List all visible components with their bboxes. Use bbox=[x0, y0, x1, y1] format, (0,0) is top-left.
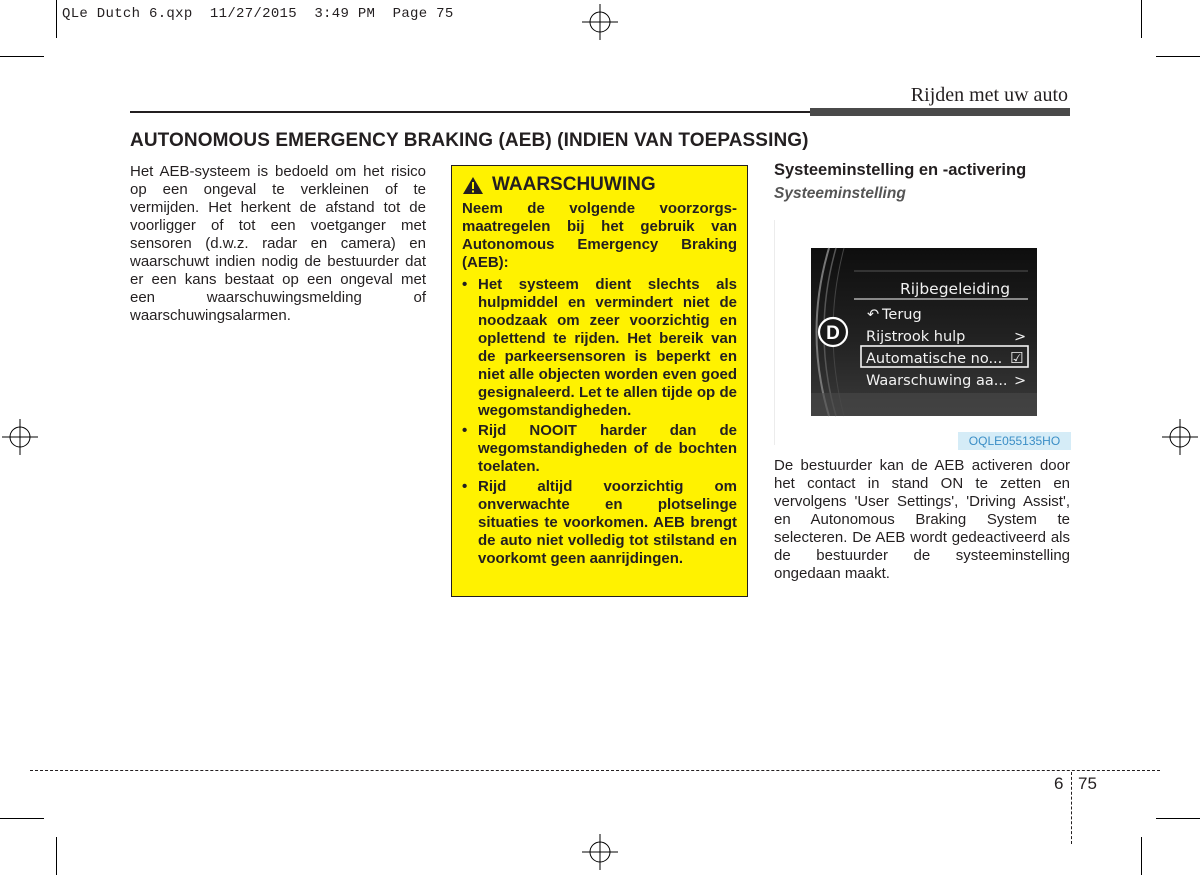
registration-mark-top bbox=[582, 4, 618, 40]
crop-mark bbox=[1141, 837, 1142, 875]
warning-title: WAARSCHUWING bbox=[492, 174, 656, 195]
warning-item-text: Het systeem dient slechts als hulpmiddel en vermindert niet de noodzaak om zeer voorzichtig en oplettend te rijden. Het bereik van de parkeersensoren is beperkt en niet alle objecten worden even goed gesignaleerd. Let te allen tijde op de wegomstandigheden. bbox=[478, 276, 737, 419]
menu-item-label: Waarschuwing aa... bbox=[866, 373, 1008, 389]
header-rule-thick bbox=[810, 108, 1070, 116]
settings-heading: Systeeminstelling en -activering bbox=[774, 161, 1027, 179]
warning-intro: Neem de volgende voorzorgs-maatregelen bij het gebruik van Autonomous Emergency Braking (AEB): bbox=[462, 200, 737, 271]
settings-paragraph: De bestuurder kan de AEB activeren door het contact in stand ON te zetten en vervolgens 'User Settings', 'Driving Assist', en Autonomous Braking System te selecteren. De AEB wordt gedeactiveerd als de bestuurder de systeeminstelling ongedaan maakt. bbox=[774, 457, 1070, 582]
running-head: Rijden met uw auto bbox=[910, 84, 1068, 106]
gear-indicator: D bbox=[826, 323, 840, 344]
crop-mark bbox=[1141, 0, 1142, 38]
page-number-separator bbox=[1071, 772, 1072, 844]
crop-mark bbox=[56, 837, 57, 875]
crop-mark bbox=[0, 56, 44, 57]
settings-subheading: Systeeminstelling bbox=[774, 185, 906, 202]
crop-mark bbox=[1156, 818, 1200, 819]
bullet-icon: • bbox=[462, 276, 468, 293]
figure-code: OQLE055135HO bbox=[958, 432, 1071, 450]
printer-slug: QLe Dutch 6.qxp 11/27/2015 3:49 PM Page 75 bbox=[62, 6, 454, 22]
registration-mark-right bbox=[1162, 419, 1198, 455]
warning-item-text: Rijd NOOIT harder dan de wegomstandigheden of de bochten toelaten. bbox=[478, 422, 737, 475]
registration-mark-bottom bbox=[582, 834, 618, 870]
cluster-display-figure bbox=[774, 215, 1071, 451]
warning-list bbox=[462, 276, 737, 568]
menu-item-label: Automatische no... bbox=[866, 351, 1003, 367]
checkbox-checked-icon: ☑ bbox=[1010, 349, 1024, 367]
menu-item-label: Terug bbox=[882, 307, 922, 323]
page-number: 75 bbox=[1078, 774, 1097, 793]
intro-paragraph: Het AEB-systeem is bedoeld om het risico op een ongeval te verkleinen of te vermijden. Het herkent de afstand tot de voorligger of tot een voetganger met sensoren (d.w.z. radar en camera) en waarschuwt indien nodig de bestuurder dat er een kans bestaat op een ongeval met een waarschuwingsmelding of waarschuwingsalarmen. bbox=[130, 163, 426, 324]
menu-title: Rijbegeleiding bbox=[899, 280, 1011, 298]
menu-item-label: Rijstrook hulp bbox=[866, 329, 966, 345]
crop-mark bbox=[0, 818, 44, 819]
registration-mark-left bbox=[2, 419, 38, 455]
menu-item-back-icon: ↶ bbox=[867, 307, 880, 323]
bullet-icon: • bbox=[462, 422, 468, 439]
warning-triangle-icon bbox=[462, 176, 484, 195]
chapter-number: 6 bbox=[1054, 774, 1064, 793]
warning-item bbox=[462, 422, 737, 476]
footer-rule bbox=[30, 770, 1160, 771]
section-title: AUTONOMOUS EMERGENCY BRAKING (AEB) (INDIEN VAN TOEPASSING) bbox=[130, 130, 809, 151]
warning-header bbox=[462, 174, 737, 196]
warning-item bbox=[462, 478, 737, 568]
chevron-right-icon: > bbox=[1014, 373, 1027, 389]
warning-box bbox=[451, 165, 748, 597]
header-rule bbox=[130, 111, 810, 113]
warning-item bbox=[462, 276, 737, 420]
chevron-right-icon: > bbox=[1014, 329, 1027, 345]
crop-mark bbox=[1156, 56, 1200, 57]
bullet-icon: • bbox=[462, 478, 468, 495]
warning-item-text: Rijd altijd voorzichtig om onverwachte en plotselinge situaties te voorkomen. AEB brengt de auto niet volledig tot stilstand en voorkomt geen aanrijdingen. bbox=[478, 478, 737, 567]
crop-mark bbox=[56, 0, 57, 38]
